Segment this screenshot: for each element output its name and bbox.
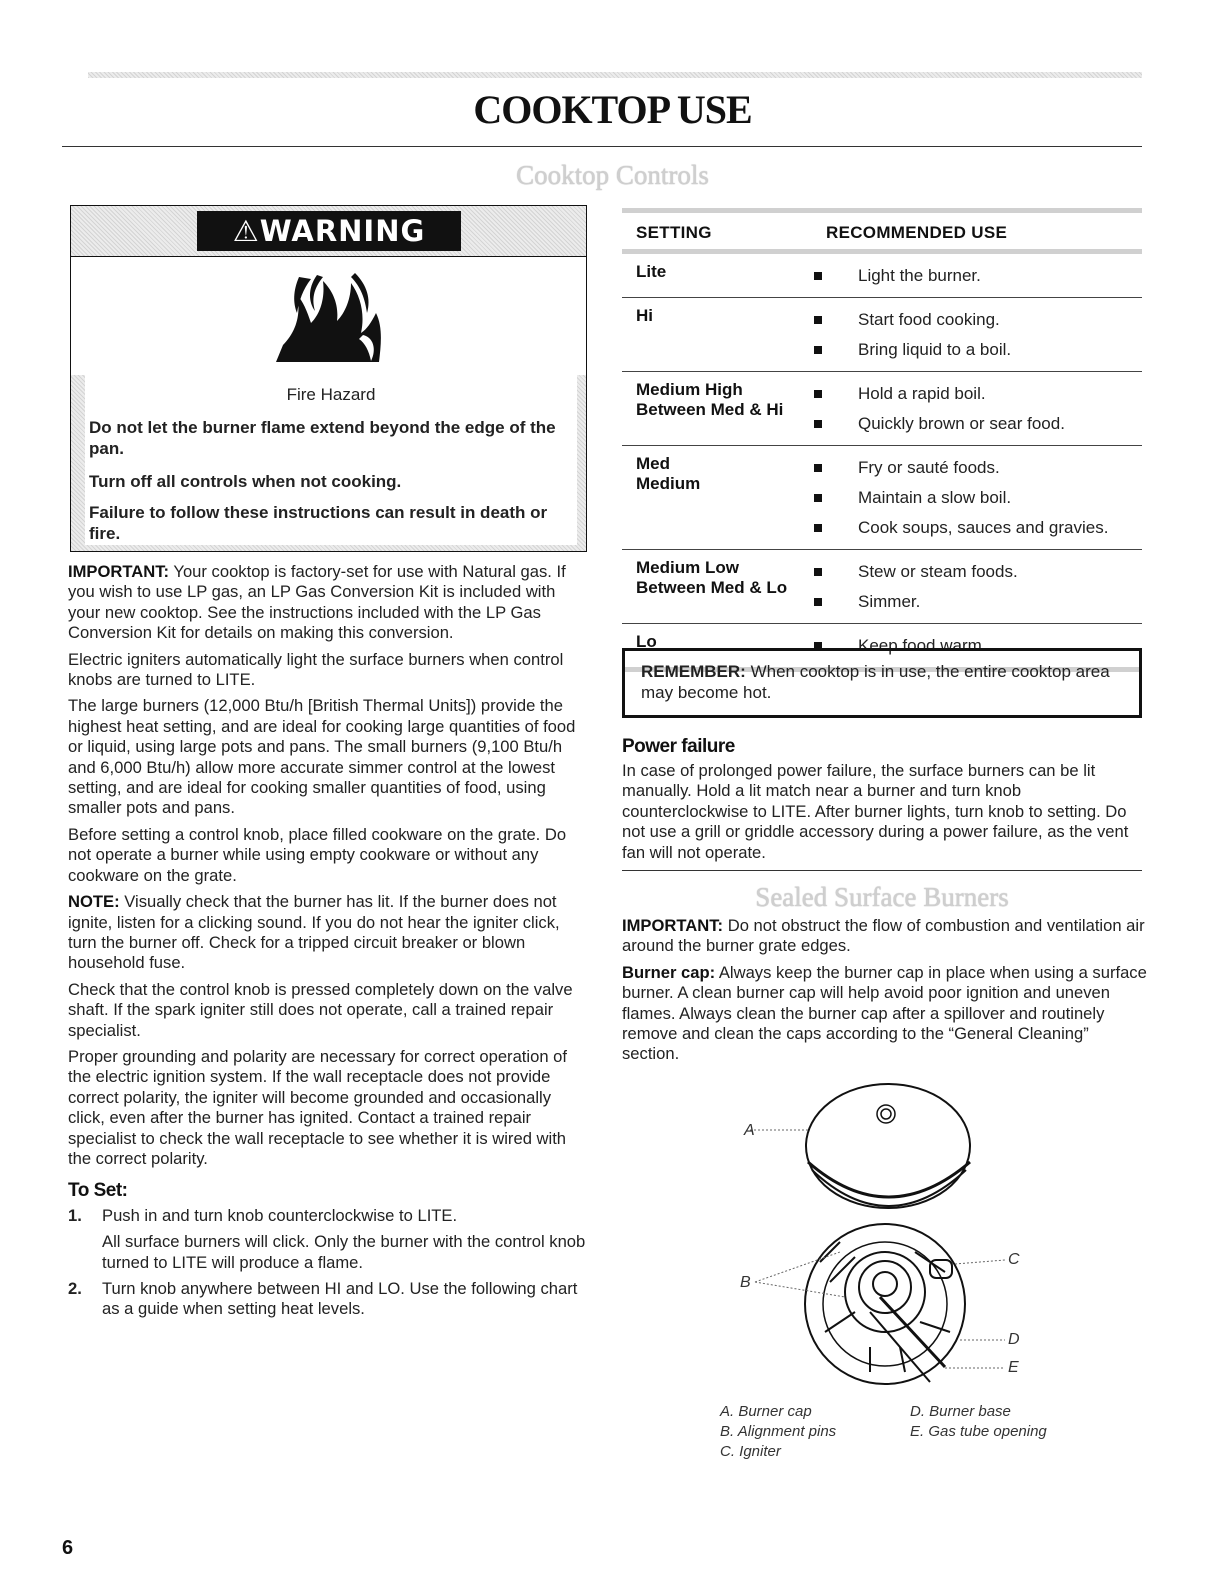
remember-label: REMEMBER:: [641, 662, 746, 681]
column-header-setting: SETTING: [636, 223, 712, 242]
section-heading-controls: Cooktop Controls: [516, 160, 709, 190]
warning-box: [70, 205, 587, 552]
table-row: [622, 254, 1142, 298]
recommended-use-item: Fry or sauté foods.: [814, 453, 1142, 483]
table-row: [622, 550, 1142, 624]
important-paragraph: IMPORTANT: Your cooktop is factory-set for use with Natural gas. If you wish to use LP gas, an LP Gas Conversion Kit is included with your new cooktop. See the instructions included with the LP Gas Conversion Kit for details on making this conversion.: [68, 562, 566, 643]
bullet-icon: [814, 524, 822, 532]
bullet-icon: [814, 568, 822, 576]
warning-line: Turn off all controls when not cooking.: [89, 472, 402, 491]
recommended-use-item: Cook soups, sauces and gravies.: [814, 513, 1142, 543]
burner-diagram: [730, 1082, 1040, 1392]
remember-box: REMEMBER: When cooktop is in use, the entire cooktop area may become hot.: [622, 648, 1142, 718]
to-set-heading: To Set:: [68, 1180, 128, 1202]
page-number: 6: [62, 1537, 74, 1559]
bullet-icon: [814, 464, 822, 472]
setting-name: Medium High Between Med & Hi: [636, 380, 784, 419]
section-heading-sealed-burners: Sealed Surface Burners: [755, 882, 1009, 912]
recommended-use-item: Hold a rapid boil.: [814, 379, 1142, 409]
label-b: B: [740, 1274, 751, 1291]
title-rule: [62, 146, 1142, 147]
power-failure-text: In case of prolonged power failure, the surface burners can be lit manually. Hold a lit match near a burner and turn knob counterclockwise to LITE. After burner lights, turn knob to setting. Do not use a grill or griddle accessory during a power failure, as the vent fan will not operate.: [622, 761, 1129, 862]
recommended-use-item: Light the burner.: [814, 261, 1142, 291]
bullet-icon: [814, 346, 822, 354]
bullet-icon: [814, 272, 822, 280]
table-header: [622, 208, 1142, 254]
paragraph: Proper grounding and polarity are necessary for correct operation of the electric ignition system. If the wall receptacle does not provide correct polarity, the igniter will become grounded and occasionally click, even after the burner has ignited. Contact a trained repair specialist to check the wall receptacle to see whether it is wired with the correct polarity.: [68, 1046, 568, 1168]
settings-table: [622, 208, 1142, 672]
step-item: 2. Turn knob anywhere between HI and LO. Use the following chart as a guide when setting heat levels.: [68, 1279, 578, 1319]
recommended-use-item: Quickly brown or sear food.: [814, 409, 1142, 439]
section-divider: [622, 870, 1142, 871]
paragraph: The large burners (12,000 Btu/h [British Thermal Units]) provide the highest heat setting, and are ideal for cooking large quantities of food or liquid, using large pots and pans. The small burners (9,100 Btu/h and 6,000 Btu/h) allow more accurate simmer control at the lowest setting, and are ideal for cooking smaller quantities of food, using smaller pots and pans.: [68, 696, 576, 818]
paragraph: Electric igniters automatically light the surface burners when control knobs are turned to LITE.: [68, 649, 564, 690]
table-row: [622, 446, 1142, 550]
column-header-recommended-use: RECOMMENDED USE: [826, 223, 1008, 242]
legend-item: D. Burner base: [910, 1403, 1011, 1420]
important-label: IMPORTANT:: [68, 562, 170, 581]
recommended-use-item: Keep food warm.: [814, 631, 1142, 661]
paragraph: Before setting a control knob, place filled cookware on the grate. Do not operate a burner while using empty cookware or without any cookware on the grate.: [68, 824, 567, 885]
paragraph: Check that the control knob is pressed completely down on the valve shaft. If the spark igniter still does not operate, call a trained repair specialist.: [68, 979, 573, 1040]
legend-item: B. Alignment pins: [720, 1423, 837, 1440]
label-a: A: [744, 1122, 755, 1139]
legend-item: E. Gas tube opening: [910, 1423, 1047, 1440]
recommended-use-item: Start food cooking.: [814, 305, 1142, 335]
sealed-burners-text: [622, 916, 1147, 1071]
recommended-use-item: Maintain a slow boil.: [814, 483, 1142, 513]
legend-item: C. Igniter: [720, 1443, 781, 1460]
warning-banner: [71, 206, 586, 256]
legend-item: A. Burner cap: [720, 1403, 812, 1420]
recommended-use-item: Bring liquid to a boil.: [814, 335, 1142, 365]
setting-name: Lite: [636, 262, 667, 281]
fire-hazard-label: Fire Hazard: [286, 385, 376, 404]
table-row: [622, 298, 1142, 372]
recommended-use-item: Stew or steam foods.: [814, 557, 1142, 587]
burner-illustration: [730, 1082, 1040, 1392]
note-paragraph: NOTE: Visually check that the burner has lit. If the burner does not ignite, listen for a clicking sound. If you do not hear the igniter click, turn the burner off. Check for a tripped circuit breaker or blown household fuse.: [68, 892, 560, 973]
important-paragraph: IMPORTANT: Do not obstruct the flow of combustion and ventilation air around the burner grate edges.: [622, 916, 1145, 956]
power-failure-heading: Power failure: [622, 736, 735, 757]
bullet-icon: [814, 316, 822, 324]
warning-text-area: [71, 375, 586, 551]
top-divider: [88, 72, 1142, 78]
label-e: E: [1008, 1359, 1019, 1376]
warning-title: ⚠WARNING: [232, 214, 426, 248]
page-title: COOKTOP USE: [473, 87, 752, 132]
warning-line: Failure to follow these instructions can result in death or fire.: [89, 503, 548, 543]
setting-name: Med Medium: [636, 454, 701, 493]
table-row: [622, 372, 1142, 446]
note-label: NOTE:: [68, 892, 120, 912]
burner-cap-paragraph: Burner cap: Always keep the burner cap in place when using a surface burner. A clean burner cap will help avoid poor ignition and uneven flames. Always clean the burner cap after a spillover and routinely remove and clean the caps according to the “General Cleaning” section.: [622, 962, 1147, 1064]
recommended-use-item: Simmer.: [814, 587, 1142, 617]
left-column-text: [68, 562, 588, 1326]
bullet-icon: [814, 494, 822, 502]
fire-hazard-icon: [71, 256, 586, 376]
setting-name: Lo: [636, 632, 657, 651]
bullet-icon: [814, 390, 822, 398]
label-c: C: [1008, 1251, 1020, 1268]
warning-line: Do not let the burner flame extend beyond the edge of the pan.: [89, 418, 556, 458]
bullet-icon: [814, 420, 822, 428]
bullet-icon: [814, 598, 822, 606]
setting-name: Hi: [636, 306, 653, 325]
label-d: D: [1008, 1331, 1020, 1348]
table-body: [622, 254, 1142, 672]
step-item: 1. Push in and turn knob counterclockwise to LITE. All surface burners will click. Only the burner with the control knob turned to LITE will produce a flame.: [68, 1205, 586, 1272]
setting-name: Medium Low Between Med & Lo: [636, 558, 788, 597]
